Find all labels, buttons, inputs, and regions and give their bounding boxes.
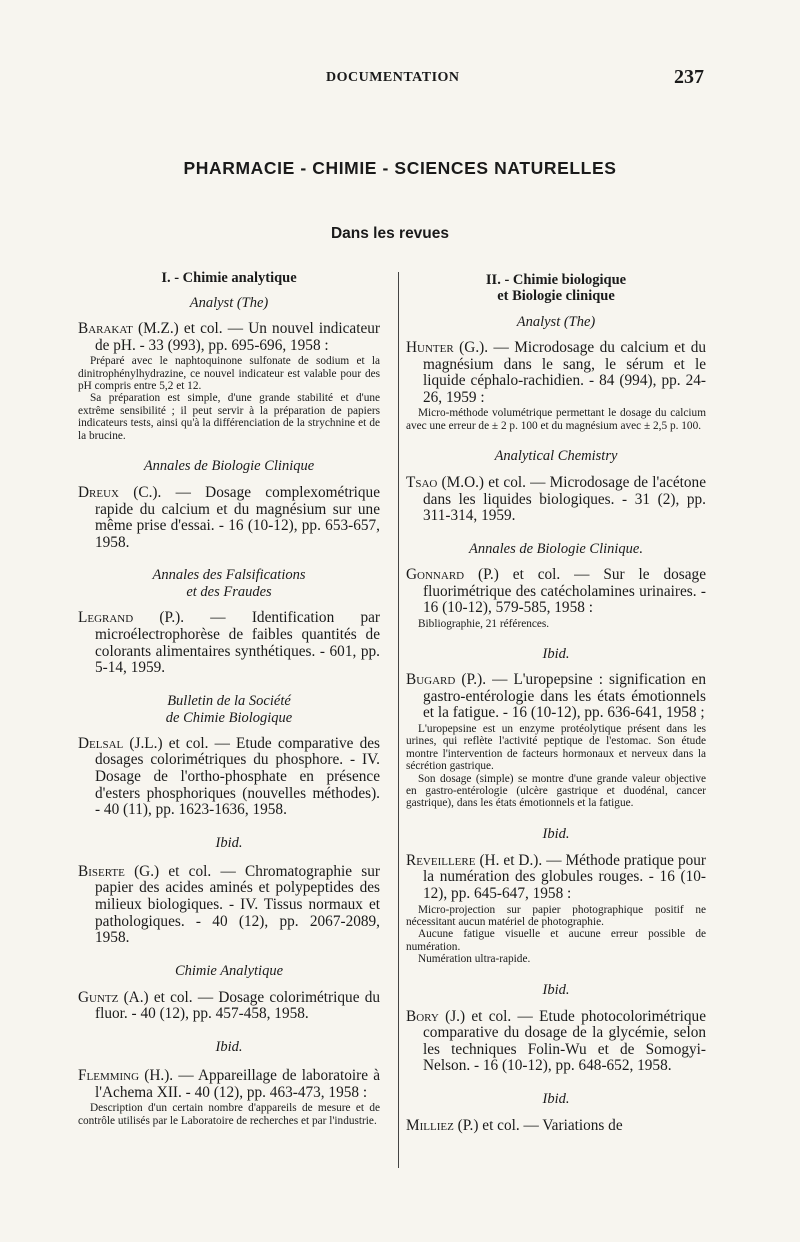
journal-source: Analytical Chemistry xyxy=(494,448,618,465)
entry-citation xyxy=(78,485,380,551)
entry-author: Tsao xyxy=(406,474,438,492)
abstract-paragraph: Micro-méthode volumétrique permettant le dosage du calcium avec une erreur de ± 2 p. 100 et du magnésium avec ± 2,5 p. 100. xyxy=(406,407,706,432)
entry-citation xyxy=(78,610,380,676)
bibliography-entry xyxy=(406,567,706,630)
section-subtitle: Dans les revues xyxy=(330,225,450,242)
bibliography-entry xyxy=(406,853,706,966)
entry-author: Delsal xyxy=(78,734,124,752)
left-column xyxy=(78,270,380,1127)
journal-source: Ibid. xyxy=(542,825,570,842)
abstract-paragraph: Sa préparation est simple, d'une grande stabilité et d'une extrême sensibilité ; il peut servir à la préparation de papiers indicateurs tests, ainsi qu'à la différenciation de la strychnine et de la brucine. xyxy=(78,392,380,442)
main-title: PHARMACIE - CHIMIE - SCIENCES NATURELLES xyxy=(183,158,617,178)
entry-reference: (P.). — L'uropepsine : signification en gastro-entérologie dans les états émotionnels et la fatigue. - 16 (10-12), pp. 636-641, 1958 ; xyxy=(423,671,706,722)
entry-citation xyxy=(78,736,380,819)
journal-source: Annales de Biologie Clinique xyxy=(143,458,315,475)
abstract-paragraph: L'uropepsine est un enzyme protéolytique présent dans les urines, qui reflète l'activité peptique de l'estomac. Son étude montre l'intervention de facteurs hormonaux et nerveux dans la sécrétion gastrique. xyxy=(406,722,706,773)
entry-citation xyxy=(78,1068,380,1101)
entry-abstract xyxy=(406,904,706,966)
journal-source: Annales de Biologie Clinique. xyxy=(469,540,643,557)
journal-source: Ibid. xyxy=(215,834,243,851)
entry-citation xyxy=(406,1009,706,1075)
abstract-paragraph: Description d'un certain nombre d'appareils de mesure et de contrôle utilisés par le Laboratoire de recherches et par l'industrie. xyxy=(78,1102,380,1127)
entry-citation xyxy=(406,475,706,525)
abstract-paragraph: Micro-projection sur papier photographique positif ne nécessitant aucun matériel de photographie. xyxy=(406,903,706,928)
entry-reference: (P.) et col. — Variations de xyxy=(453,1116,623,1134)
entry-author: Gonnard xyxy=(406,565,465,583)
entry-reference: (C.). — Dosage complexométrique rapide du calcium et du magnésium sur une même prise d'essai. - 16 (10-12), pp. 653-657, 1958. xyxy=(95,484,380,551)
entry-citation xyxy=(78,321,380,354)
entry-reference: (H.). — Appareillage de laboratoire à l'Achema XII. - 40 (12), pp. 463-473, 1958 : xyxy=(95,1066,380,1101)
journal-source: Chimie Analytique xyxy=(174,962,284,979)
entry-abstract xyxy=(406,618,706,630)
entry-abstract xyxy=(406,407,706,432)
entry-author: Flemming xyxy=(78,1066,140,1084)
journal-source: Bulletin de la Société de Chimie Biologique xyxy=(165,692,293,726)
journal-source: Ibid. xyxy=(542,1090,570,1107)
entry-author: Milliez xyxy=(406,1116,454,1134)
abstract-paragraph: Son dosage (simple) se montre d'une grande valeur objective en gastro-entérologie (ulcère gastrique et duodénal, cancer gastrique), dans les états émotionnels et la fatigue. xyxy=(406,772,706,810)
entry-abstract xyxy=(78,355,380,442)
bibliography-entry xyxy=(406,1009,706,1075)
entry-reference: (J.L.) et col. — Etude comparative des dosages colorimétriques du phosphore. - IV. Dosage de l'ortho-phosphate en présence d'esters phosphoriques (nouvelles méthodes). - 40 (11), pp. 1623-1636, 1958. xyxy=(95,734,380,819)
entry-reference: (H. et D.). — Méthode pratique pour la numération des globules rouges. - 16 (10-12), pp. 645-647, 1958 : xyxy=(423,851,706,902)
bibliography-entry xyxy=(406,340,706,432)
entry-reference: (A.) et col. — Dosage colorimétrique du fluor. - 40 (12), pp. 457-458, 1958. xyxy=(95,988,380,1023)
entry-citation xyxy=(406,1118,706,1135)
entry-reference: (J.) et col. — Etude photocolorimétrique comparative du dosage de la glycémie, selon les techniques Folin-Wu et de Somogyi-Nelson. - 16 (10-12), pp. 648-652, 1958. xyxy=(423,1007,706,1075)
entry-reference: (P.) et col. — Sur le dosage fluorimétrique des catécholamines urinaires. - 16 (10-12), 579-585, 1958 : xyxy=(423,565,706,617)
entry-author: Hunter xyxy=(406,339,454,356)
journal-source: Annales des Falsifications et des Fraudes xyxy=(152,567,306,601)
entry-reference: (G.) et col. — Chromatographie sur papier des acides aminés et polypeptides des milieux biologiques. - IV. Tissus normaux et pathologiques. - 40 (12), pp. 2067-2089, 1958. xyxy=(95,862,380,947)
bibliography-entry xyxy=(78,485,380,551)
entry-reference: (M.Z.) et col. — Un nouvel indicateur de pH. - 33 (993), pp. 695-696, 1958 : xyxy=(95,320,380,354)
journal-source: Analyst (The) xyxy=(516,314,596,330)
entry-citation xyxy=(406,672,706,722)
entry-abstract xyxy=(78,1102,380,1127)
entry-abstract xyxy=(406,723,706,810)
column-divider xyxy=(398,272,399,1168)
bibliography-entry xyxy=(78,864,380,947)
entry-reference: (M.O.) et col. — Microdosage de l'acétone dans les liquides biologiques. - 31 (2), pp. 311-314, 1959. xyxy=(423,474,706,525)
entry-reference: (G.). — Microdosage du calcium et du magnésium dans le sang, le sérum et le liquide céphalo-rachidien. - 84 (994), pp. 24-26, 1959 : xyxy=(423,339,706,406)
entry-citation xyxy=(78,990,380,1023)
bibliography-entry xyxy=(78,990,380,1023)
bibliography-entry xyxy=(78,736,380,819)
entry-reference: (P.). — Identification par microélectrophorèse de faibles quantités de colorants alimentaires synthétiques. - 601, pp. 5-14, 1959. xyxy=(95,609,380,677)
entry-author: Legrand xyxy=(78,609,134,627)
entry-author: Dreux xyxy=(78,484,119,502)
entry-citation xyxy=(78,864,380,947)
entry-author: Guntz xyxy=(78,988,119,1006)
journal-source: Ibid. xyxy=(215,1038,243,1055)
abstract-paragraph: Aucune fatigue visuelle et aucune erreur possible de numération. xyxy=(406,928,706,953)
abstract-paragraph: Numération ultra-rapide. xyxy=(418,953,531,966)
abstract-paragraph: Bibliographie, 21 références. xyxy=(418,617,550,630)
bibliography-entry xyxy=(406,672,706,810)
entry-citation xyxy=(406,853,706,903)
section-heading: I. - Chimie analytique xyxy=(161,270,297,286)
bibliography-entry xyxy=(406,1118,706,1135)
bibliography-entry xyxy=(78,610,380,676)
entry-citation xyxy=(406,567,706,617)
bibliography-entry xyxy=(406,475,706,525)
right-column xyxy=(406,270,706,1135)
bibliography-entry xyxy=(78,321,380,442)
section-heading: II. - Chimie biologique et Biologie clinique xyxy=(485,272,627,304)
page-number: 237 xyxy=(674,66,704,88)
journal-source: Ibid. xyxy=(542,646,570,663)
entry-author: Barakat xyxy=(78,320,133,337)
abstract-paragraph: Préparé avec le naphtoquinone sulfonate de sodium et la dinitrophénylhydrazine, ce nouvel indicateur est valable pour des pH compris entre 5,2 et 12. xyxy=(78,355,380,392)
journal-source: Ibid. xyxy=(542,981,570,998)
entry-author: Bory xyxy=(406,1007,439,1025)
running-head: DOCUMENTATION xyxy=(326,70,460,85)
entry-citation xyxy=(406,340,706,406)
entry-author: Reveillere xyxy=(406,851,476,869)
bibliography-entry xyxy=(78,1068,380,1127)
entry-author: Biserte xyxy=(78,862,125,880)
journal-source: Analyst (The) xyxy=(189,295,269,311)
entry-author: Bugard xyxy=(406,671,456,689)
